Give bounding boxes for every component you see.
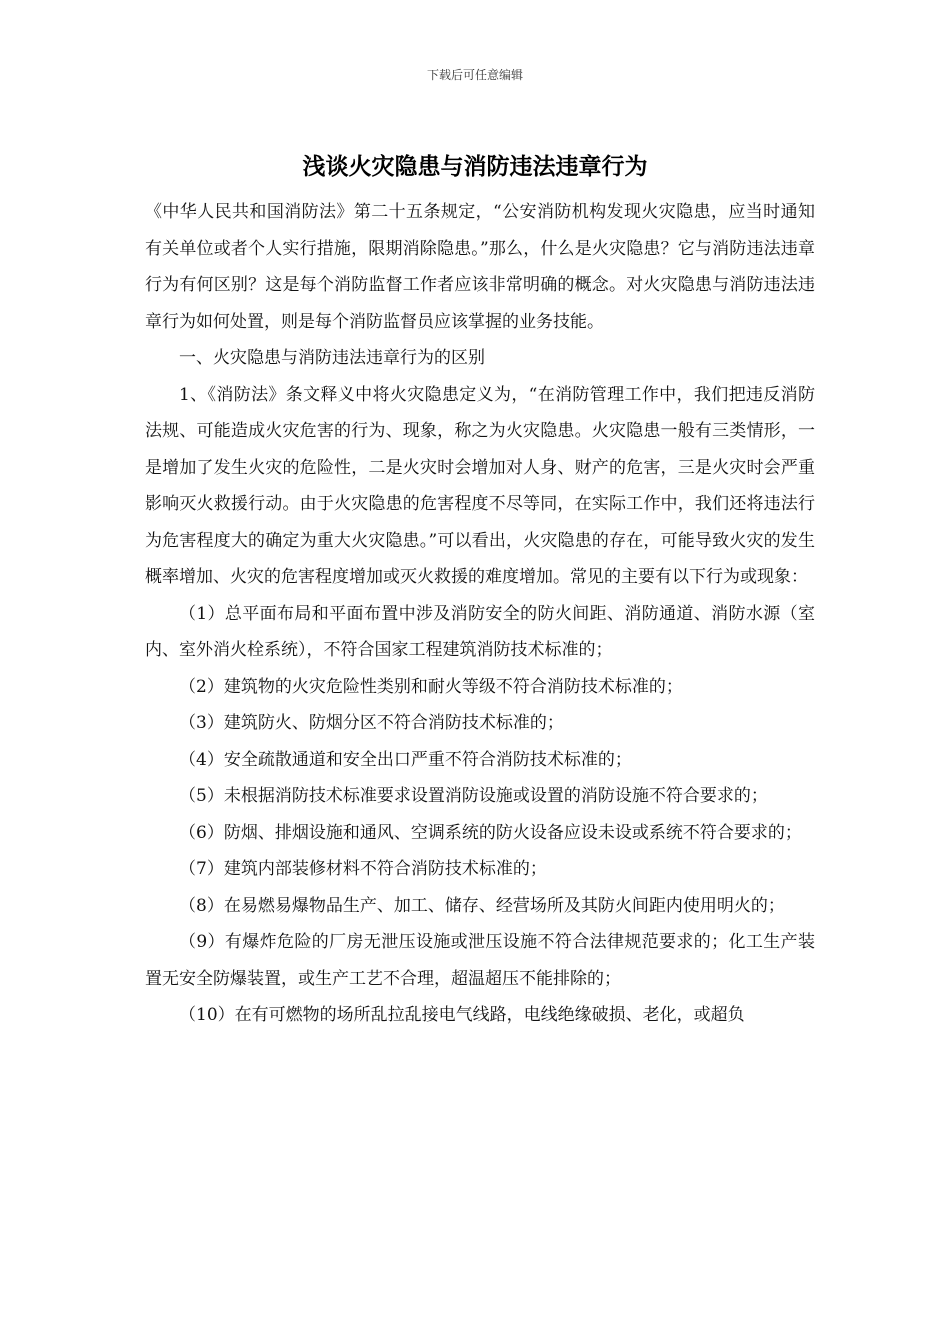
list-item-6: （6）防烟、排烟设施和通风、空调系统的防火设备应设未设或系统不符合要求的；	[179, 822, 802, 843]
paragraph-definition: 1、《消防法》条文释义中将火灾隐患定义为，“在消防管理工作中，我们把违反消防法规、可能造成火灾危害的行为、现象，称之为火灾隐患。火灾隐患一般有三类情形，一是增加了发生火灾的危险性，二是火灾时会增加对人身、财产的危害，三是火灾时会严重影响灭火救援行动。由于火灾隐患的危害程度不尽等同，在实际工作中，我们还将违法行为危害程度大的确定为重大火灾隐患。”可以看出，火灾隐患的存在，可能导致火灾的发生概率增加、火灾的危害程度增加或灭火救援的难度增加。常见的主要有以下行为或现象：	[145, 384, 815, 587]
list-item-8: （8）在易燃易爆物品生产、加工、储存、经营场所及其防火间距内使用明火的；	[179, 895, 785, 916]
header-note: 下载后可任意编辑	[426, 68, 523, 82]
list-item-3: （3）建筑防火、防烟分区不符合消防技术标准的；	[179, 713, 564, 733]
list-item-9: （9）有爆炸危险的厂房无泄压设施或泄压设施不符合法律规范要求的；化工生产装置无安全防爆装置，或生产工艺不合理，超温超压不能排除的；	[145, 932, 815, 989]
list-item-1: （1）总平面布局和平面布置中涉及消防安全的防火间距、消防通道、消防水源（室内、室外消火栓系统），不符合国家工程建筑消防技术标准的；	[145, 603, 815, 660]
paragraph-intro: 《中华人民共和国消防法》第二十五条规定，“公安消防机构发现火灾隐患，应当时通知有关单位或者个人实行措施，限期消除隐患。”那么，什么是火灾隐患？它与消防违法违章行为有何区别？这是每个消防监督工作者应该非常明确的概念。对火灾隐患与消防违法违章行为如何处置，则是每个消防监督员应该掌握的业务技能。	[145, 202, 815, 332]
list-item-7: （7）建筑内部装修材料不符合消防技术标准的；	[179, 859, 547, 879]
list-item-10: （10）在有可燃物的场所乱拉乱接电气线路，电线绝缘破损、老化，或超负	[179, 1005, 745, 1025]
section-heading: 一、火灾隐患与消防违法违章行为的区别	[179, 348, 485, 368]
list-item-5: （5）未根据消防技术标准要求设置消防设施或设置的消防设施不符合要求的；	[179, 786, 768, 806]
list-item-4: （4）安全疏散通道和安全出口严重不符合消防技术标准的；	[179, 749, 632, 770]
document-title: 浅谈火灾隐患与消防违法违章行为	[302, 154, 648, 180]
document-body	[145, 194, 815, 1034]
list-item-2: （2）建筑物的火灾危险性类别和耐火等级不符合消防技术标准的；	[179, 676, 683, 697]
